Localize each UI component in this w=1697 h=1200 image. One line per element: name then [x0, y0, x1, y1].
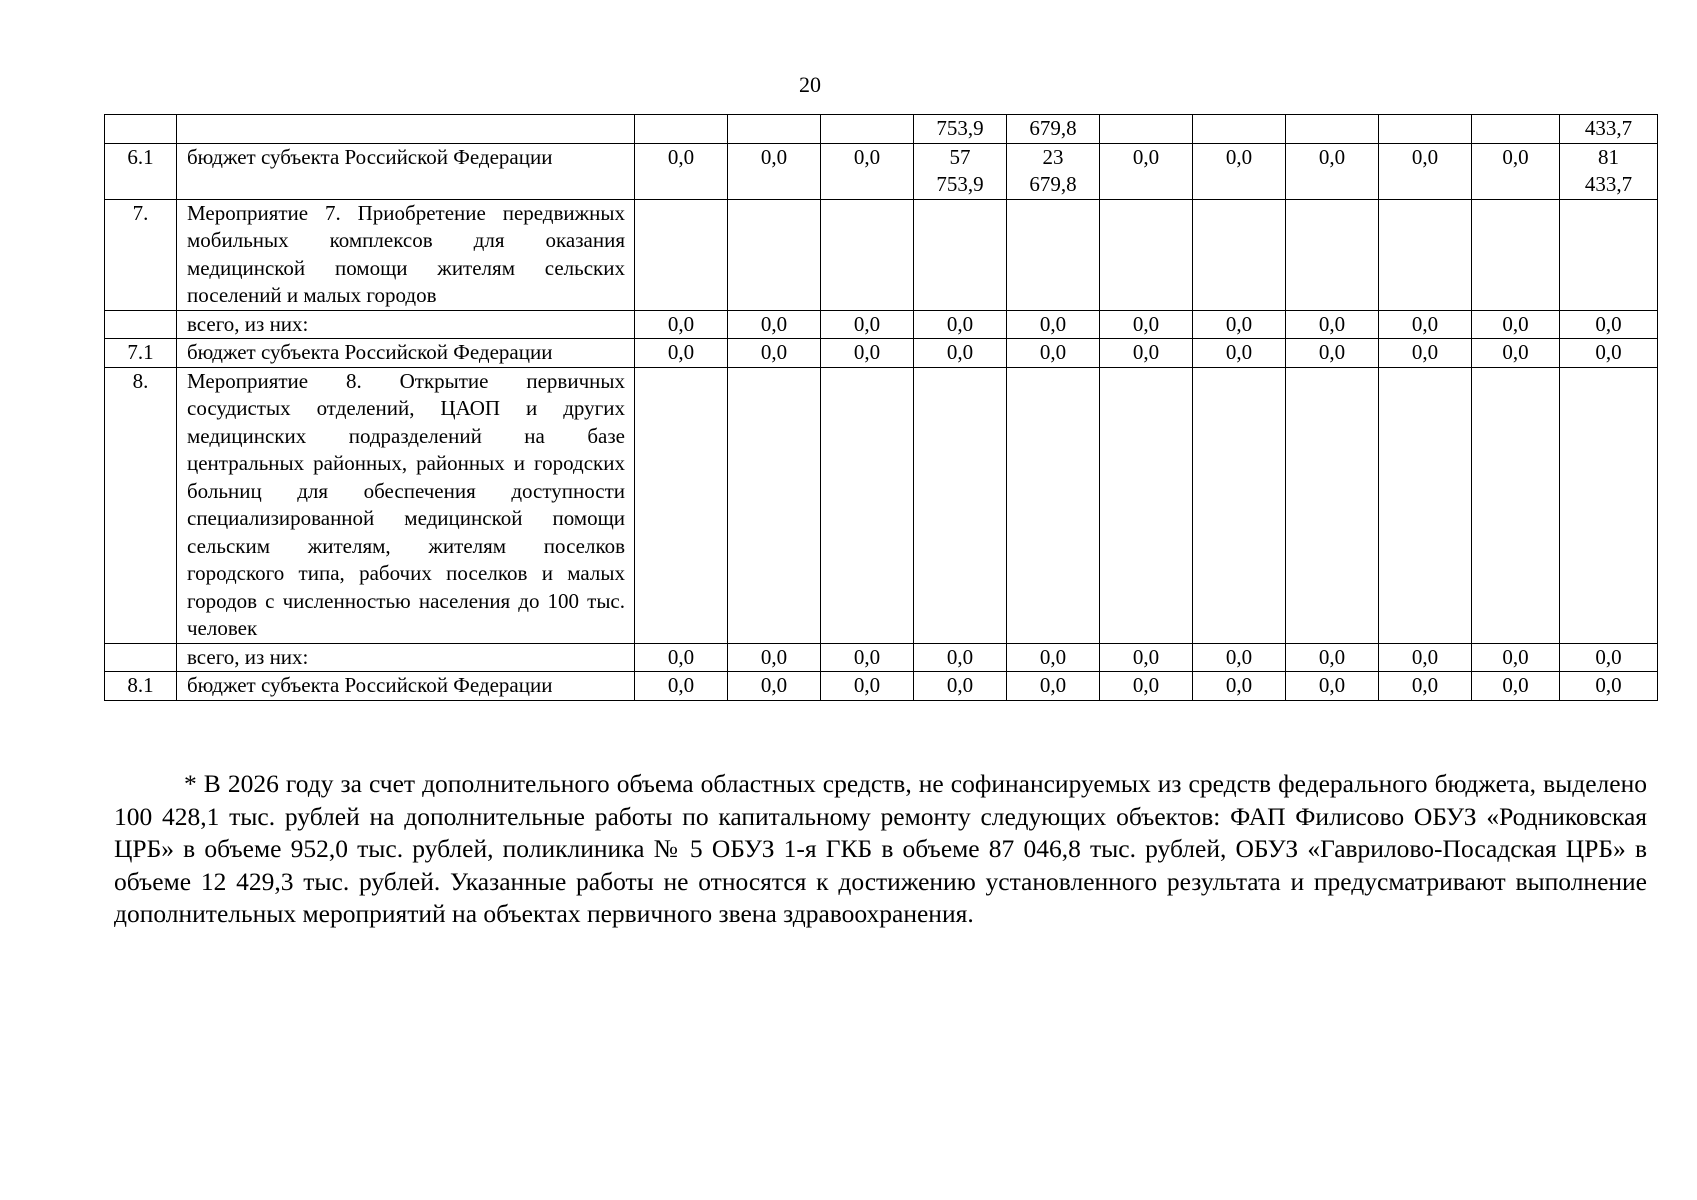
value-cell: 0,0: [1286, 310, 1379, 339]
value-cell: 0,0: [635, 339, 728, 368]
value-cell: 0,0: [821, 672, 914, 701]
value-cell: 0,0: [1379, 143, 1472, 199]
table-row: [105, 310, 1658, 339]
value-cell: [1193, 115, 1286, 144]
value-cell: 0,0: [1007, 310, 1100, 339]
row-number: 8.: [105, 367, 177, 643]
value-cell: [1007, 367, 1100, 643]
value-cell: 0,0: [1007, 643, 1100, 672]
value-cell: 0,0: [1100, 339, 1193, 368]
value-cell: 0,0: [1100, 643, 1193, 672]
value-cell: 0,0: [1100, 672, 1193, 701]
value-cell: [821, 199, 914, 310]
table-row: [105, 339, 1658, 368]
event-row: [105, 199, 1658, 310]
row-number: 7.1: [105, 339, 177, 368]
row-name: бюджет субъекта Российской Федерации: [177, 143, 635, 199]
value-cell: 0,0: [728, 339, 821, 368]
value-cell: [1379, 115, 1472, 144]
table-row: [105, 143, 1658, 199]
value-cell: 753,9: [914, 115, 1007, 144]
value-cell: [914, 199, 1007, 310]
value-cell: 0,0: [821, 339, 914, 368]
value-cell: [1472, 367, 1560, 643]
value-cell: [1007, 199, 1100, 310]
table-body: [105, 115, 1658, 701]
value-cell: [635, 367, 728, 643]
value-cell: 0,0: [821, 143, 914, 199]
row-name: Мероприятие 8. Открытие первичных сосудистых отделений, ЦАОП и других медицинских подразделений на базе центральных районных, районных и городских больниц для обеспечения доступности специализированной медицинской помощи сельским жителям, жителям поселков городского типа, рабочих поселков и малых городов с численностью населения до 100 тыс. человек: [177, 367, 635, 643]
value-cell: 433,7: [1560, 115, 1658, 144]
value-cell: 0,0: [1286, 143, 1379, 199]
value-cell: [914, 367, 1007, 643]
value-cell: [1286, 199, 1379, 310]
budget-table: [104, 114, 1658, 701]
row-name: Мероприятие 7. Приобретение передвижных мобильных комплексов для оказания медицинской помощи жителям сельских поселений и малых городов: [177, 199, 635, 310]
value-cell: [1379, 367, 1472, 643]
value-cell: 0,0: [1007, 672, 1100, 701]
value-cell: [728, 115, 821, 144]
value-cell: 0,0: [728, 643, 821, 672]
value-cell: 0,0: [1472, 672, 1560, 701]
value-cell: [1379, 199, 1472, 310]
value-cell: 0,0: [1193, 310, 1286, 339]
row-number: [105, 643, 177, 672]
value-cell: 0,0: [1472, 643, 1560, 672]
value-cell: 0,0: [914, 339, 1007, 368]
value-cell: [821, 115, 914, 144]
value-cell: [728, 367, 821, 643]
table-row: [105, 643, 1658, 672]
value-cell: 0,0: [1560, 672, 1658, 701]
value-cell: 0,0: [1286, 339, 1379, 368]
row-number: [105, 310, 177, 339]
row-number: [105, 115, 177, 144]
value-cell: 0,0: [728, 310, 821, 339]
value-cell: [1193, 199, 1286, 310]
value-cell: [1193, 367, 1286, 643]
value-cell: 57 753,9: [914, 143, 1007, 199]
value-cell: 0,0: [1193, 143, 1286, 199]
value-cell: [1100, 367, 1193, 643]
value-cell: 0,0: [1193, 672, 1286, 701]
row-number: 8.1: [105, 672, 177, 701]
row-name: [177, 115, 635, 144]
value-cell: 0,0: [1100, 143, 1193, 199]
value-cell: 0,0: [1472, 143, 1560, 199]
continuation-row: [105, 115, 1658, 144]
row-number: 7.: [105, 199, 177, 310]
value-cell: 0,0: [914, 643, 1007, 672]
value-cell: 0,0: [1560, 643, 1658, 672]
value-cell: 0,0: [1472, 339, 1560, 368]
value-cell: 0,0: [1193, 339, 1286, 368]
value-cell: [635, 199, 728, 310]
value-cell: 0,0: [635, 310, 728, 339]
value-cell: 0,0: [1193, 643, 1286, 672]
value-cell: 0,0: [635, 672, 728, 701]
value-cell: [1560, 199, 1658, 310]
value-cell: 0,0: [1286, 643, 1379, 672]
footnote: * В 2026 году за счет дополнительного объема областных средств, не софинансируемых из средств федерального бюджета, выделено 100 428,1 тыс. рублей на дополнительные работы по капитальному ремонту следующих объектов: ФАП Филисово ОБУЗ «Родниковская ЦРБ» в объеме 952,0 тыс. рублей, поликлиника № 5 ОБУЗ 1-я ГКБ в объеме 87 046,8 тыс. рублей, ОБУЗ «Гаврилово-Посадская ЦРБ» в объеме 12 429,3 тыс. рублей. Указанные работы не относятся к достижению установленного результата и предусматривают выполнение дополнительных мероприятий на объектах первичного звена здравоохранения.: [114, 769, 1647, 928]
value-cell: 0,0: [1007, 339, 1100, 368]
value-cell: [1286, 115, 1379, 144]
table-row: [105, 672, 1658, 701]
row-name: всего, из них:: [177, 310, 635, 339]
event-row: [105, 367, 1658, 643]
row-number: 6.1: [105, 143, 177, 199]
value-cell: 0,0: [728, 143, 821, 199]
value-cell: 0,0: [821, 310, 914, 339]
value-cell: [728, 199, 821, 310]
value-cell: [1472, 199, 1560, 310]
value-cell: 0,0: [1379, 339, 1472, 368]
value-cell: [821, 367, 914, 643]
value-cell: 679,8: [1007, 115, 1100, 144]
value-cell: 0,0: [1472, 310, 1560, 339]
value-cell: 0,0: [914, 310, 1007, 339]
value-cell: 0,0: [635, 143, 728, 199]
row-name: бюджет субъекта Российской Федерации: [177, 672, 635, 701]
page-number: 20: [799, 72, 821, 97]
row-name: бюджет субъекта Российской Федерации: [177, 339, 635, 368]
value-cell: 0,0: [1100, 310, 1193, 339]
value-cell: 0,0: [1560, 339, 1658, 368]
value-cell: 0,0: [1560, 310, 1658, 339]
value-cell: [635, 115, 728, 144]
value-cell: 0,0: [821, 643, 914, 672]
value-cell: [1100, 115, 1193, 144]
value-cell: [1286, 367, 1379, 643]
value-cell: 0,0: [1379, 310, 1472, 339]
value-cell: 0,0: [635, 643, 728, 672]
value-cell: 0,0: [1379, 672, 1472, 701]
value-cell: [1560, 367, 1658, 643]
value-cell: 81 433,7: [1560, 143, 1658, 199]
value-cell: [1100, 199, 1193, 310]
value-cell: 0,0: [728, 672, 821, 701]
value-cell: 0,0: [914, 672, 1007, 701]
row-name: всего, из них:: [177, 643, 635, 672]
value-cell: 23 679,8: [1007, 143, 1100, 199]
value-cell: 0,0: [1379, 643, 1472, 672]
value-cell: [1472, 115, 1560, 144]
value-cell: 0,0: [1286, 672, 1379, 701]
